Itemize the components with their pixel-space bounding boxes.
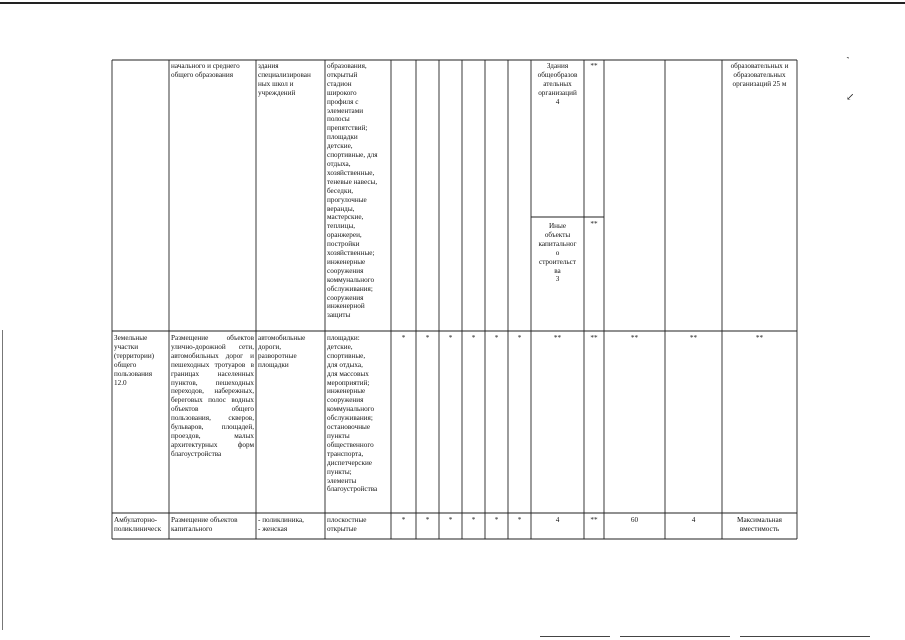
row3-star-col5: * [401,516,406,524]
row1-setback-text: образовательных и образовательных организаций 25 м [730,62,789,88]
row2-star-col5: * [401,334,406,342]
row3-col11-value: 4 [555,516,560,524]
row1-school-buildings-cell: Здания общеобразов ательных организаций 4 [537,62,578,106]
row3-star-col9: * [494,516,499,524]
row3-star-col10: * [517,516,522,524]
row3-star-col8: * [471,516,476,524]
row3-col12-stars: ** [590,516,598,524]
row2-zone-name: Земельные участки (территории) общего пользования 12.0 [114,334,155,387]
row2-capital-objects-text: автомобильные дороги, разворотные площадки [258,334,306,369]
row1-permitted-use-text: начального и среднего общего образования [171,62,240,79]
row2-star-col9: * [494,334,499,342]
row3-star-col6: * [425,516,430,524]
row1-auxiliary-objects-text: образования, открытый стадион широкого профиля с элементами полосы препятствий; площадки детские, спортивные, для отдыха, хозяйственные, теневые навесы, беседки, прогулочные веранды, мастерские, теплицы, оранжереи, постройки хозяйственные; инженерные сооружения коммунального обслуживания; сооружения инженерной защиты [327,62,378,320]
row2-col15-stars: ** [755,334,764,342]
row2-star-col7: * [448,334,453,342]
scan-margin-mark-1: ˺ [846,56,850,67]
row3-col14-value: 4 [691,516,696,524]
row2-star-col6: * [425,334,430,342]
row2-col11-stars: ** [553,334,562,342]
row2-auxiliary-objects-text: площадки: детские, спортивные, для отдыха, для массовых мероприятий; инженерные сооружения коммунального обслуживания; остановочные пункты общественного транспорта, диспетчерские пункты; элементы благоустройства [327,334,378,494]
row2-star-col8: * [471,334,476,342]
row2-star-col10: * [517,334,522,342]
row3-auxiliary-objects-text: плоскостные открытые [327,516,367,533]
row1-school-buildings-stars: ** [590,62,598,70]
row2-col12-stars: ** [590,334,598,342]
row3-col13-value: 60 [630,516,639,524]
row1-capital-objects-text: здания специализирован ных школ и учреждений [258,62,311,97]
row3-col15-text: Максимальная вместимость [737,516,782,533]
row3-zone-name: Амбулаторно- поликлиническ [114,516,162,533]
row3-star-col7: * [448,516,453,524]
scan-margin-mark-2: ↙ [846,92,855,103]
row1-other-objects-cell: Иные объекты капитальног о строительст ва 3 [538,222,577,284]
row2-col13-stars: ** [630,334,639,342]
row3-permitted-use-text: Размещение объектов капитального [171,516,238,533]
row2-permitted-use-text: Размещение объектов улично-дорожной сети, автомобильных дорог и пешеходных тротуаров в границах населенных пунктов, пешеходных переходов, набережных, береговых полос водных объектов общего пользования, скверов, бульваров, площадей, проездов, малых архитектурных форм благоустройства [171,334,254,458]
row2-col14-stars: ** [689,334,698,342]
row3-capital-objects-text: - поликлиника, - женская [258,516,304,533]
row1-other-objects-stars: ** [590,220,598,228]
